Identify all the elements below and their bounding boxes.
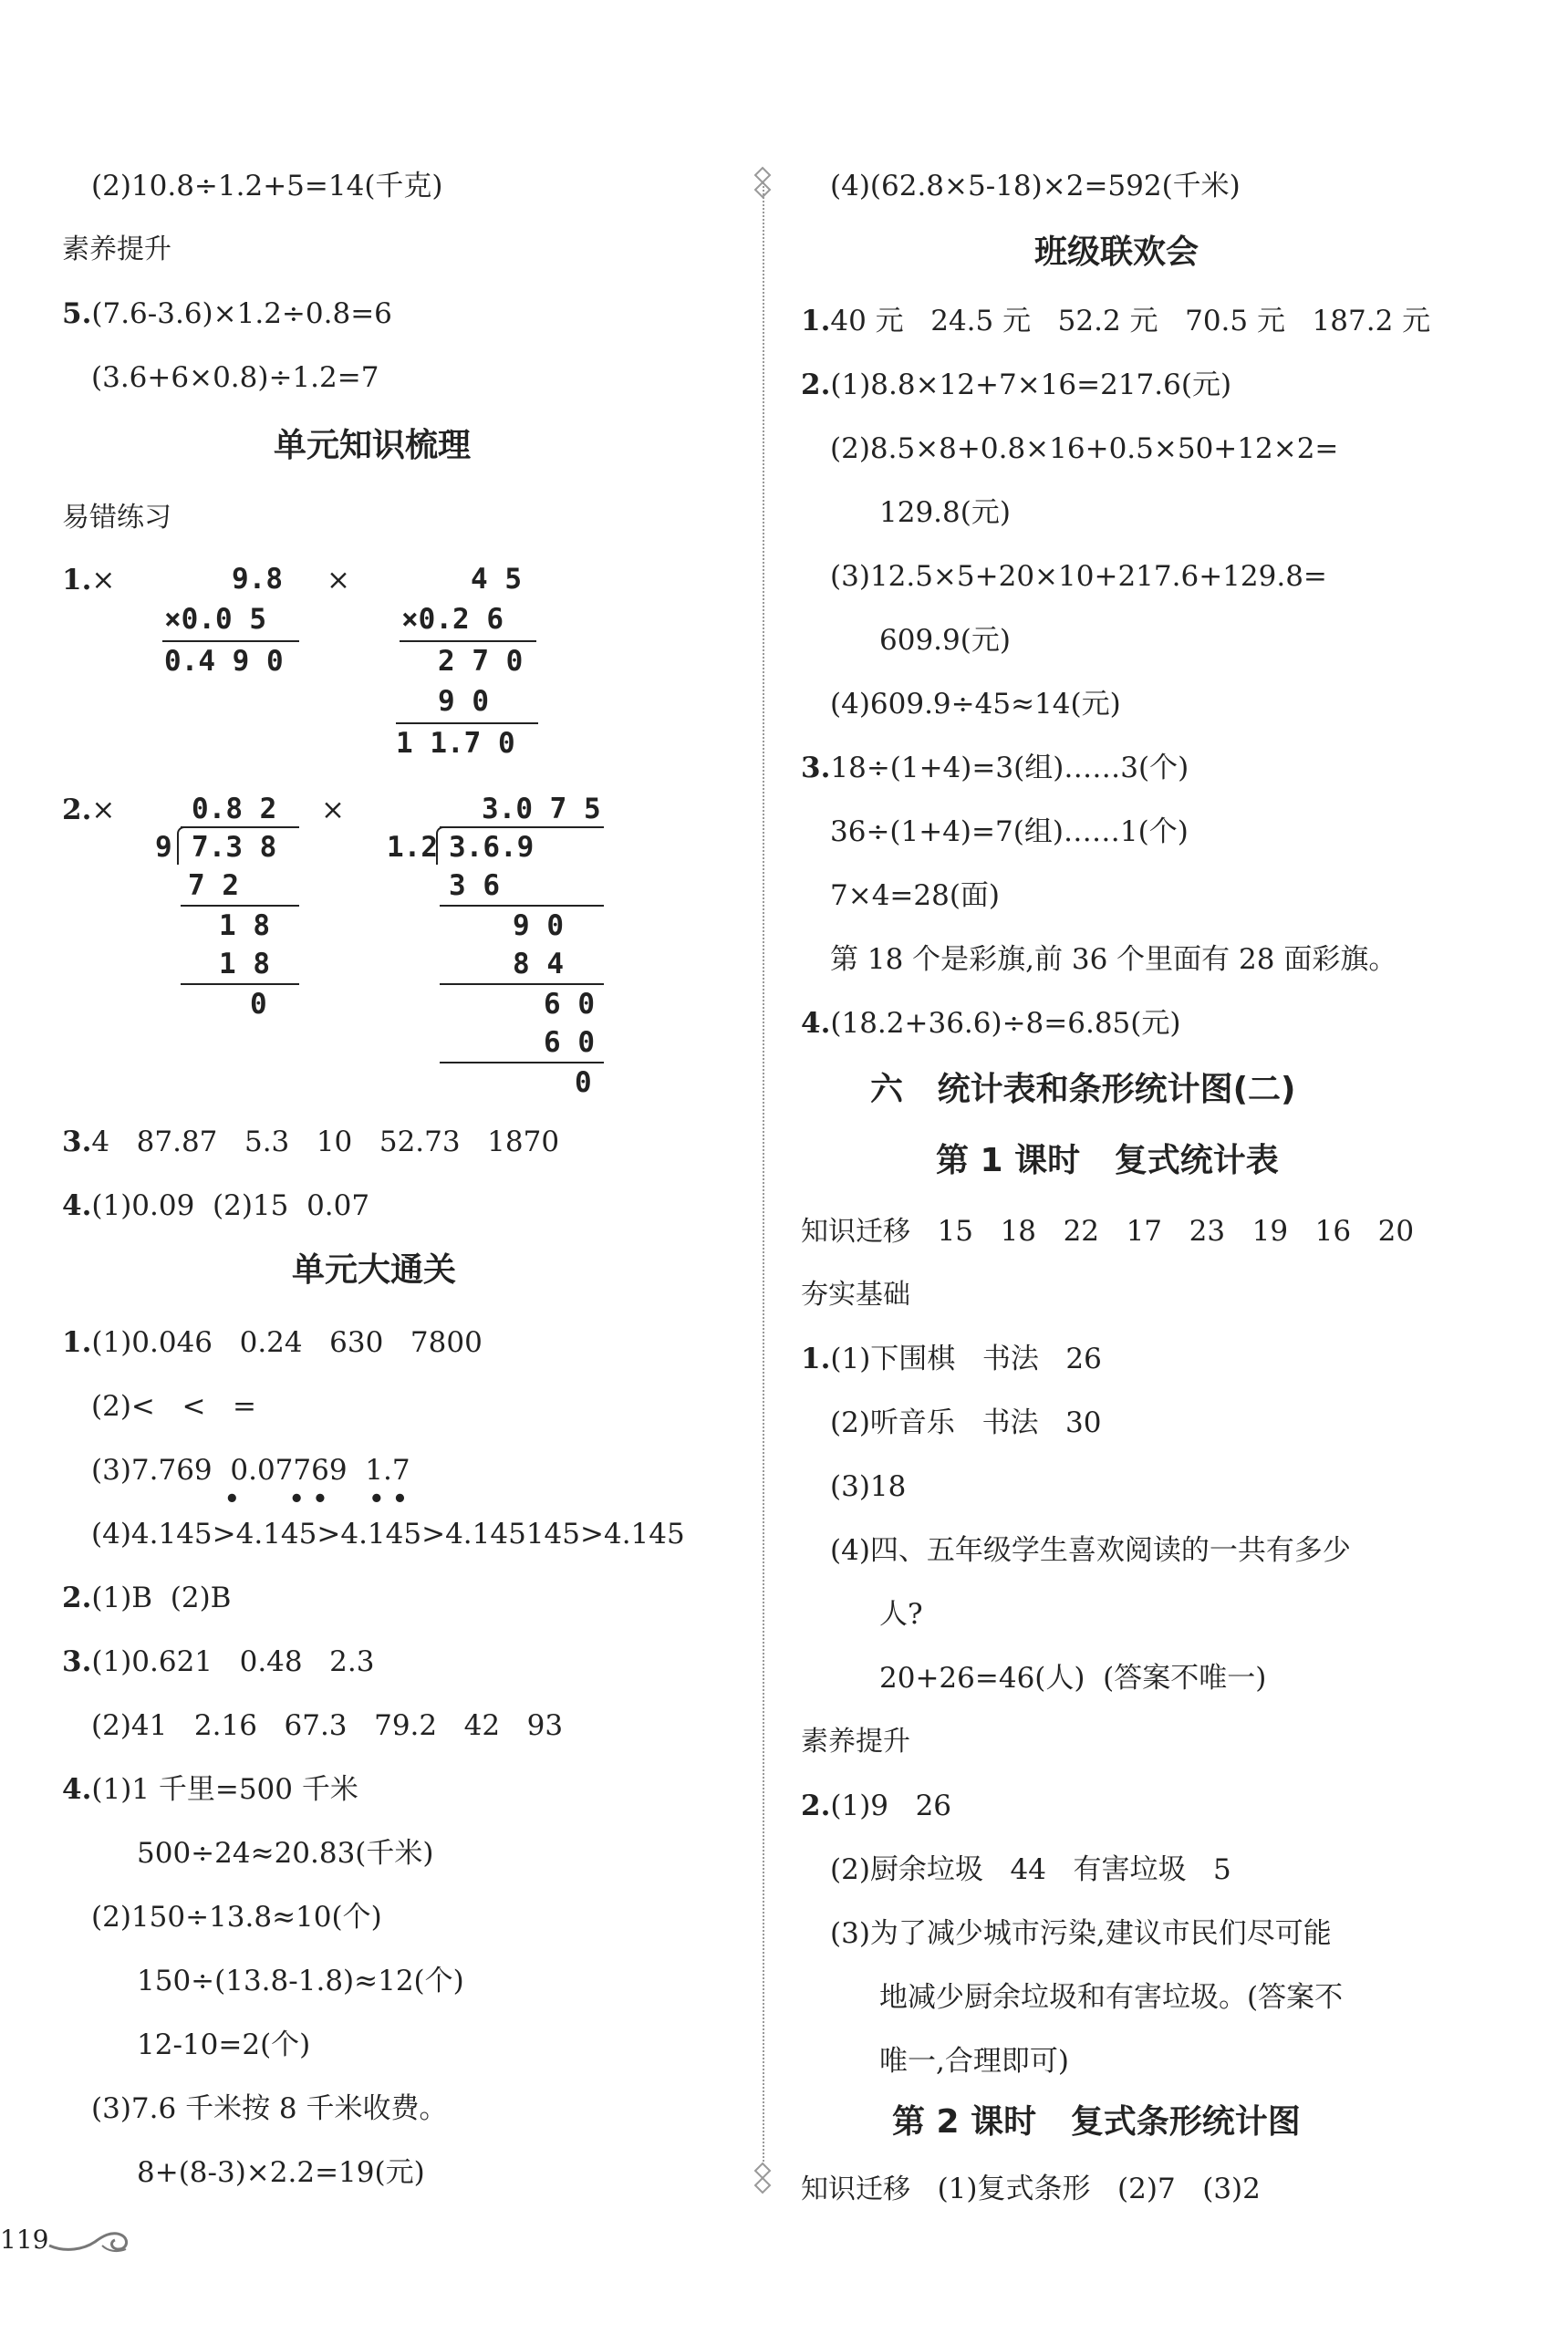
answer-line: (2)8.5×8+0.8×16+0.5×50+12×2=	[830, 432, 1339, 465]
math-line: 9.8	[232, 563, 283, 596]
section-heading: 单元大通关	[292, 1251, 457, 1289]
answer-line	[62, 1188, 369, 1224]
answer-text: 40 元 24.5 元 52.2 元 70.5 元 187.2 元	[830, 305, 1431, 337]
answer-line: (3.6+6×0.8)÷1.2=7	[91, 361, 379, 394]
answer-text: (1)1 千里=500 千米	[91, 1773, 358, 1806]
answer-text: (1)0.09 (2)15 0.07	[91, 1189, 370, 1222]
answer-line: (3)18	[830, 1470, 907, 1503]
answer-text: (1)复式条形 (2)7 (3)2	[937, 2173, 1261, 2205]
question-number: 4.	[62, 1773, 92, 1806]
answer-text: (1)8.8×12+7×16=217.6(元)	[830, 368, 1232, 401]
answer-line: 129.8(元)	[879, 496, 1011, 529]
answer-line	[801, 1788, 951, 1824]
answer-line: 36÷(1+4)=7(组)……1(个)	[830, 815, 1189, 848]
question-number: 1.	[801, 305, 831, 337]
dividend: 7.3 8	[192, 831, 277, 864]
math-line: 1 8	[219, 948, 270, 980]
answer-line	[62, 792, 115, 828]
answer-line	[62, 1644, 374, 1680]
math-line: 9 0	[438, 685, 489, 718]
question-number: 2.	[801, 368, 831, 401]
answer-line: 8+(8-3)×2.2=19(元)	[137, 2156, 425, 2189]
answer-line: (4)4.145>4.145>4.145>4.145145>4.145	[91, 1518, 685, 1551]
answer-line	[62, 296, 392, 332]
chapter-heading: 六 统计表和条形统计图(二)	[870, 1071, 1296, 1108]
answer-line	[62, 1324, 483, 1361]
wrong-mark: ×	[327, 564, 350, 596]
answer-line: (3)12.5×5+20×10+217.6+129.8=	[830, 560, 1327, 593]
answer-line: 609.9(元)	[879, 624, 1011, 657]
page-number: 119	[0, 2225, 49, 2255]
question-number: 3.	[62, 1126, 92, 1158]
wrong-mark: ×	[91, 564, 116, 596]
section-label: 夯实基础	[801, 1279, 910, 1311]
answer-line	[801, 1341, 1102, 1377]
math-line: 4 5	[471, 563, 522, 596]
swirl-ornament-icon	[47, 2218, 139, 2258]
answer-line: (2)150÷13.8≈10(个)	[91, 1901, 382, 1934]
answer-line: (3)7.6 千米按 8 千米收费。	[91, 2092, 448, 2125]
section-heading: 班级联欢会	[1034, 233, 1199, 271]
section-heading: 单元知识梳理	[274, 427, 472, 464]
answer-text: 4 87.87 5.3 10 52.73 1870	[91, 1126, 560, 1158]
math-rule	[181, 983, 299, 985]
answer-text: (7.6-3.6)×1.2÷0.8=6	[91, 297, 392, 330]
math-line: 7 2	[188, 869, 239, 902]
answer-line: 人?	[879, 1598, 923, 1631]
wrong-mark: ×	[321, 794, 345, 826]
answer-line: 12-10=2(个)	[137, 2028, 311, 2061]
section-label: 易错练习	[62, 502, 171, 534]
answer-line: 地减少厨余垃圾和有害垃圾。(答案不	[879, 1981, 1344, 2014]
section-label: 素养提升	[62, 233, 171, 265]
question-number: 4.	[801, 1007, 831, 1040]
answer-line: (2)41 2.16 67.3 79.2 42 93	[91, 1709, 564, 1742]
answer-line	[62, 1771, 358, 1808]
answer-line: 20+26=46(人) (答案不唯一)	[879, 1662, 1267, 1695]
answer-line	[62, 1580, 231, 1616]
division-bracket	[177, 826, 192, 865]
answer-line	[801, 2171, 1261, 2208]
answer-line	[801, 750, 1189, 786]
answer-line	[62, 1124, 559, 1160]
answer-text: (1)0.046 0.24 630 7800	[91, 1326, 483, 1359]
question-number: 3.	[62, 1645, 92, 1678]
math-line: 2 7 0	[438, 645, 524, 678]
answer-line	[62, 562, 115, 598]
question-number: 2.	[801, 1789, 831, 1822]
section-label: 知识迁移	[801, 2173, 910, 2205]
answer-text: (1)B (2)B	[91, 1582, 232, 1614]
answer-line: (3)7.769 0.07769 1.7	[91, 1454, 410, 1487]
answer-text: (1)9 26	[830, 1789, 952, 1822]
answer-line: (2)厨余垃圾 44 有害垃圾 5	[830, 1853, 1231, 1886]
answer-text: (1)0.621 0.48 2.3	[91, 1645, 375, 1678]
dividend: 3.6.9	[449, 831, 535, 864]
question-number: 4.	[62, 1189, 92, 1222]
math-line: 3 6	[449, 869, 500, 902]
section-label: 素养提升	[801, 1726, 910, 1758]
question-number: 2.	[62, 1582, 92, 1614]
answer-line: 唯一,合理即可)	[879, 2045, 1069, 2078]
math-line: 1 1.7 0	[396, 727, 515, 760]
divider-ornament-icon	[750, 2162, 775, 2198]
answer-line	[801, 1213, 1414, 1250]
question-number: 5.	[62, 297, 92, 330]
answer-line: 7×4=28(面)	[830, 879, 1001, 912]
answer-line	[801, 303, 1430, 339]
answer-line	[801, 1005, 1180, 1042]
quotient: 0.8 2	[192, 793, 277, 825]
repeating-dots: • • • • •	[224, 1486, 408, 1513]
math-line: 1 8	[219, 909, 270, 942]
answer-line	[801, 367, 1231, 403]
answer-line: (2)< < =	[91, 1390, 256, 1423]
answer-line: 第 18 个是彩旗,前 36 个里面有 28 面彩旗。	[830, 943, 1397, 976]
math-line: 6 0	[544, 1026, 595, 1059]
answer-text: 15 18 22 17 23 19 16 20	[937, 1215, 1415, 1248]
answer-text: (1)下围棋 书法 26	[830, 1343, 1102, 1375]
answer-text: 18÷(1+4)=3(组)……3(个)	[830, 752, 1189, 784]
math-line: 6 0	[544, 988, 595, 1021]
question-number: 2.	[62, 794, 92, 826]
answer-line: (4)(62.8×5-18)×2=592(千米)	[830, 170, 1241, 202]
question-number: 3.	[801, 752, 831, 784]
question-number: 1.	[62, 564, 92, 596]
math-line: 0	[250, 988, 267, 1021]
answer-line: (2)听音乐 书法 30	[830, 1406, 1102, 1439]
wrong-mark: ×	[91, 794, 116, 826]
section-label: 知识迁移	[801, 1216, 910, 1248]
question-number: 1.	[801, 1343, 831, 1375]
quotient: 3.0 7 5	[482, 793, 601, 825]
math-line: 0	[575, 1066, 592, 1099]
answer-text: (18.2+36.6)÷8=6.85(元)	[830, 1007, 1181, 1040]
lesson-heading: 第 2 课时 复式条形统计图	[892, 2103, 1301, 2141]
math-line: 0.4 9 0	[164, 645, 284, 678]
divisor: 1.2	[387, 831, 438, 864]
divisor: 9	[155, 831, 172, 864]
lesson-heading: 第 1 课时 复式统计表	[936, 1142, 1279, 1179]
answer-line: (2)10.8÷1.2+5=14(千克)	[91, 170, 443, 202]
math-line: 8 4	[513, 948, 564, 980]
answer-line: (4)609.9÷45≈14(元)	[830, 688, 1121, 721]
answer-line: 150÷(13.8-1.8)≈12(个)	[137, 1965, 464, 1997]
math-line: ×0.0 5	[164, 603, 266, 636]
answer-line: 500÷24≈20.83(千米)	[137, 1837, 434, 1870]
math-line: 9 0	[513, 909, 564, 942]
question-number: 1.	[62, 1326, 92, 1359]
math-line: ×0.2 6	[401, 603, 504, 636]
divider-ornament-icon	[750, 166, 775, 202]
answer-line: (3)为了减少城市污染,建议市民们尽可能	[830, 1917, 1332, 1950]
answer-line: (4)四、五年级学生喜欢阅读的一共有多少	[830, 1534, 1351, 1567]
column-divider	[763, 182, 764, 2162]
